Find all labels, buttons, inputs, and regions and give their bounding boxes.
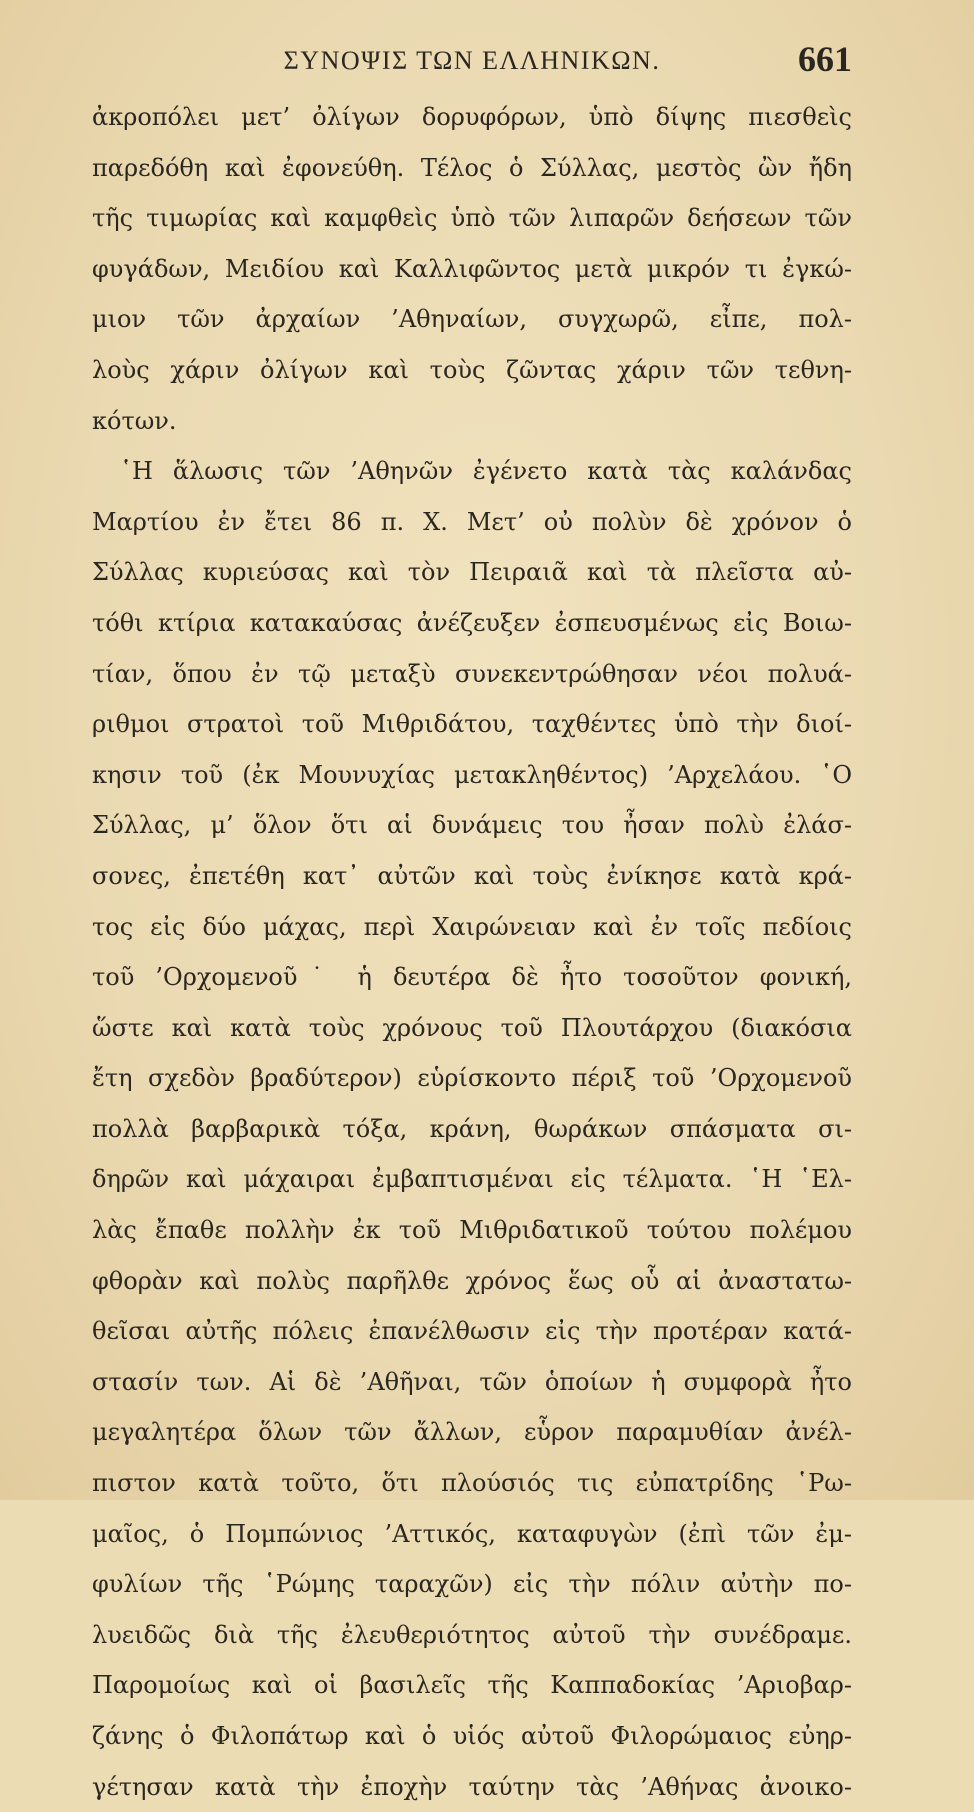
text-line-17: τος εἰς δύο μάχας, περὶ Χαιρώνειαν καὶ ἐν τοῖς πεδίοις bbox=[92, 912, 852, 941]
text-line-21: πολλὰ βαρβαρικὰ τόξα, κράνη, θωράκων σπάσματα σι- bbox=[92, 1114, 852, 1143]
text-line-31: λυειδῶς διὰ τῆς ἐλευθεριότητος αὐτοῦ τὴν συνέδραμε. bbox=[92, 1620, 852, 1649]
text-line-02: παρεδόθη καὶ ἐφονεύθη. Τέλος ὁ Σύλλας, μεστὸς ὢν ἤδη bbox=[92, 153, 852, 182]
text-line-25: θεῖσαι αὐτῆς πόλεις ἐπανέλθωσιν εἰς τὴν προτέραν κατά- bbox=[92, 1317, 852, 1346]
text-line-30: φυλίων τῆς ῾Ρώμης ταραχῶν) εἰς τὴν πόλιν αὐτὴν πο- bbox=[92, 1570, 852, 1599]
text-line-33: ζάνης ὁ Φιλοπάτωρ καὶ ὁ υἱός αὐτοῦ Φιλορώμαιος εὐηρ- bbox=[92, 1722, 852, 1750]
text-line-18: τοῦ ’Ορχομενοῦ˙ ἡ δευτέρα δὲ ἦτο τοσοῦτον φονική, bbox=[92, 963, 852, 992]
page-header bbox=[92, 36, 852, 86]
text-line-16: σονες, ἐπετέθη κατ᾽ αὐτῶν καὶ τοὺς ἐνίκησε κατὰ κρά- bbox=[92, 861, 852, 890]
text-line-32: Παρομοίως καὶ οἱ βασιλεῖς τῆς Καππαδοκίας ’Αριοβαρ- bbox=[92, 1671, 852, 1700]
text-line-23: λὰς ἔπαθε πολλὴν ἐκ τοῦ Μιθριδατικοῦ τούτου πολέμου bbox=[92, 1216, 852, 1245]
text-line-15: Σύλλας, μ’ ὅλον ὅτι αἱ δυνάμεις του ἦσαν πολὺ ἐλάσ- bbox=[92, 811, 852, 840]
text-line-03: τῆς τιμωρίας καὶ καμφθεὶς ὑπὸ τῶν λιπαρῶν δεήσεων τῶν bbox=[92, 204, 852, 233]
text-line-20: ἔτη σχεδὸν βραδύτερον) εὑρίσκοντο πέριξ τοῦ ’Ορχομενοῦ bbox=[92, 1064, 852, 1093]
text-line-01: ἀκροπόλει μετ’ ὀλίγων δορυφόρων, ὑπὸ δίψης πιεσθεὶς bbox=[92, 103, 852, 131]
running-title: ΣΥΝΟΨΙΣ ΤΩΝ ΕΛΛΗΝΙΚΩΝ. bbox=[283, 46, 661, 75]
text-line-27: μεγαλητέρα ὅλων τῶν ἄλλων, εὗρον παραμυθίαν ἀνέλ- bbox=[92, 1418, 852, 1447]
text-line-24: φθορὰν καὶ πολὺς παρῆλθε χρόνος ἕως οὗ αἱ ἀναστατω- bbox=[92, 1266, 852, 1295]
text-line-09: Μαρτίου ἐν ἔτει 86 π. Χ. Μετ’ οὐ πολὺν δὲ χρόνον ὁ bbox=[92, 507, 852, 536]
text-line-11: τόθι κτίρια κατακαύσας ἀνέζευξεν ἐσπευσμένως εἰς Βοιω- bbox=[92, 608, 852, 637]
text-line-22: δηρῶν καὶ μάχαιραι ἐμβαπτισμέναι εἰς τέλματα. ῾Η ῾Ελ- bbox=[92, 1165, 852, 1194]
body-text bbox=[92, 92, 852, 1812]
text-line-14: κησιν τοῦ (ἐκ Μουνυχίας μετακληθέντος) ’Αρχελάου. ῾Ο bbox=[92, 760, 852, 789]
text-line-26: στασίν των. Αἱ δὲ ’Αθῆναι, τῶν ὁποίων ἡ συμφορὰ ἦτο bbox=[92, 1367, 852, 1396]
text-line-08: ῾Η ἅλωσις τῶν ’Αθηνῶν ἐγένετο κατὰ τὰς καλάνδας bbox=[120, 457, 852, 486]
page-number: 661 bbox=[798, 39, 852, 79]
text-line-28: πιστον κατὰ τοῦτο, ὅτι πλούσιός τις εὐπατρίδης ῾Ρω- bbox=[92, 1469, 852, 1498]
text-line-19: ὥστε καὶ κατὰ τοὺς χρόνους τοῦ Πλουτάρχου (διακόσια bbox=[92, 1013, 852, 1042]
text-line-06: λοὺς χάριν ὀλίγων καὶ τοὺς ζῶντας χάριν τῶν τεθνη- bbox=[92, 355, 852, 384]
text-line-05: μιον τῶν ἀρχαίων ’Αθηναίων, συγχωρῶ, εἶπε, πολ- bbox=[92, 305, 852, 334]
text-line-34: γέτησαν κατὰ τὴν ἐποχὴν ταύτην τὰς ’Αθήνας ἀνοικο- bbox=[92, 1772, 852, 1801]
text-line-07: κότων. bbox=[92, 406, 177, 435]
text-line-13: ριθμοι στρατοὶ τοῦ Μιθριδάτου, ταχθέντες ὑπὸ τὴν διοί- bbox=[92, 710, 852, 739]
text-line-10: Σύλλας κυριεύσας καὶ τὸν Πειραιᾶ καὶ τὰ πλεῖστα αὐ- bbox=[92, 558, 852, 587]
text-line-04: φυγάδων, Μειδίου καὶ Καλλιφῶντος μετὰ μικρόν τι ἐγκώ- bbox=[92, 254, 852, 283]
text-line-29: μαῖος, ὁ Πομπώνιος ’Αττικός, καταφυγὼν (ἐπὶ τῶν ἐμ- bbox=[92, 1519, 852, 1548]
text-line-12: τίαν, ὅπου ἐν τῷ μεταξὺ συνεκεντρώθησαν νέοι πολυά- bbox=[92, 659, 852, 688]
